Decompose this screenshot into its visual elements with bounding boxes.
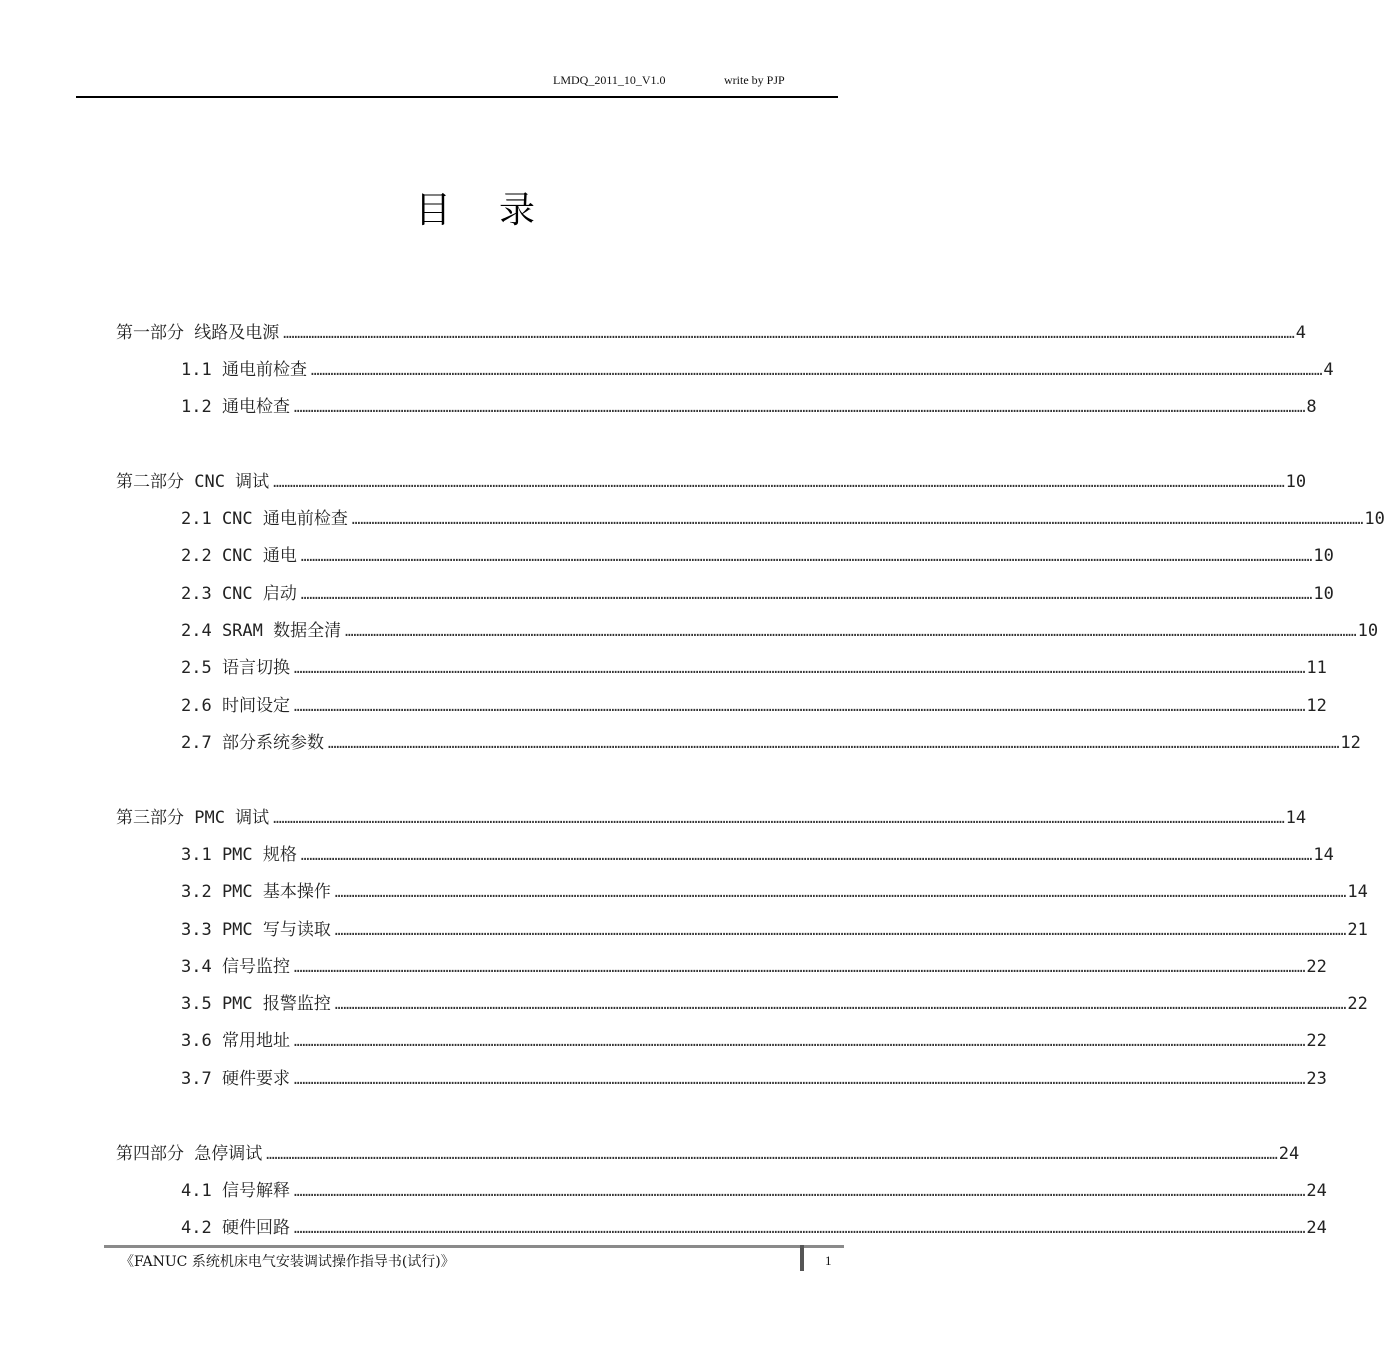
toc-entry-page: 22: [1306, 957, 1327, 977]
toc-part-entry: [116, 803, 1307, 829]
toc-section-entry: [181, 504, 1385, 530]
toc-entry-page: 24: [1278, 1144, 1300, 1164]
toc-leader-dots: ………………………………………………………………………………………………………………………………………………………………………………………………………………………………………………………………………………………………………………………………: [266, 1147, 1278, 1163]
toc-leader-dots: ………………………………………………………………………………………………………………………………………………………………………………………………………………………………………………………………………………………………………………………………: [345, 624, 1357, 640]
toc-leader-dots: ………………………………………………………………………………………………………………………………………………………………………………………………………………………………………………………………………………………………………………………………: [334, 997, 1347, 1013]
toc-section-entry: [181, 392, 1317, 418]
toc-leader-dots: ………………………………………………………………………………………………………………………………………………………………………………………………………………………………………………………………………………………………………………………………: [293, 661, 1306, 677]
toc-leader-dots: ………………………………………………………………………………………………………………………………………………………………………………………………………………………………………………………………………………………………………………………………: [300, 587, 1313, 603]
toc-entry-label: 2.1 CNC 通电前检查: [181, 509, 348, 529]
toc-section-entry: [181, 1026, 1327, 1052]
toc-entry-page: 4: [1295, 323, 1306, 343]
toc-entry-label: 3.3 PMC 写与读取: [181, 920, 331, 940]
toc-entry-page: 21: [1347, 920, 1368, 940]
toc-entry-page: 23: [1306, 1069, 1327, 1089]
toc-part-entry: [116, 467, 1307, 493]
header-rule: [76, 96, 838, 98]
toc-section-entry: [181, 877, 1368, 903]
toc-entry-label: 1.1 通电前检查: [181, 360, 307, 380]
toc-leader-dots: ………………………………………………………………………………………………………………………………………………………………………………………………………………………………………………………………………………………………………………………………: [334, 923, 1347, 939]
footer-title: 《FANUC 系统机床电气安装调试操作指导书(试行)》: [120, 1254, 455, 1270]
footer-page-divider: [800, 1245, 804, 1271]
header-author: write by PJP: [724, 73, 785, 87]
toc-leader-dots: ………………………………………………………………………………………………………………………………………………………………………………………………………………………………………………………………………………………………………………………………: [293, 1184, 1306, 1200]
toc-entry-page: 10: [1364, 509, 1385, 529]
toc-section-entry: [181, 840, 1334, 866]
toc-entry-page: 10: [1357, 621, 1379, 641]
toc-section-entry: [181, 915, 1368, 941]
toc-entry-page: 10: [1313, 546, 1334, 566]
page-title: 目录: [414, 190, 583, 231]
toc-entry-page: 12: [1340, 733, 1361, 753]
toc-entry-page: 10: [1313, 584, 1334, 604]
toc-entry-label: 2.2 CNC 通电: [181, 546, 297, 566]
toc-entry-label: 3.7 硬件要求: [181, 1069, 290, 1089]
toc-entry-page: 22: [1347, 994, 1368, 1014]
toc-entry-label: 2.6 时间设定: [181, 696, 290, 716]
toc-entry-page: 24: [1306, 1181, 1327, 1201]
toc-section-entry: [181, 653, 1327, 679]
toc-leader-dots: ………………………………………………………………………………………………………………………………………………………………………………………………………………………………………………………………………………………………………………………………: [293, 1072, 1306, 1088]
toc-section-entry: [181, 1176, 1327, 1202]
toc-entry-label: 第二部分 CNC 调试: [116, 472, 270, 492]
toc-entry-page: 12: [1306, 696, 1327, 716]
toc-leader-dots: ………………………………………………………………………………………………………………………………………………………………………………………………………………………………………………………………………………………………………………………………: [327, 736, 1340, 752]
toc-entry-label: 4.1 信号解释: [181, 1181, 290, 1201]
toc-entry-page: 24: [1306, 1218, 1327, 1238]
toc-section-entry: [181, 691, 1327, 717]
toc-entry-label: 3.6 常用地址: [181, 1031, 290, 1051]
header-doc-id: LMDQ_2011_10_V1.0: [553, 73, 666, 87]
toc-leader-dots: ………………………………………………………………………………………………………………………………………………………………………………………………………………………………………………………………………………………………………………………………: [334, 885, 1347, 901]
toc-leader-dots: ………………………………………………………………………………………………………………………………………………………………………………………………………………………………………………………………………………………………………………………………: [351, 512, 1364, 528]
toc-section-entry: [181, 989, 1368, 1015]
toc-entry-label: 3.1 PMC 规格: [181, 845, 297, 865]
toc-leader-dots: ………………………………………………………………………………………………………………………………………………………………………………………………………………………………………………………………………………………………………………………………: [293, 1221, 1306, 1237]
toc-leader-dots: ………………………………………………………………………………………………………………………………………………………………………………………………………………………………………………………………………………………………………………………………: [273, 475, 1285, 491]
toc-entry-label: 3.2 PMC 基本操作: [181, 882, 331, 902]
toc-leader-dots: ………………………………………………………………………………………………………………………………………………………………………………………………………………………………………………………………………………………………………………………………: [293, 960, 1306, 976]
toc-leader-dots: ………………………………………………………………………………………………………………………………………………………………………………………………………………………………………………………………………………………………………………………………: [310, 363, 1323, 379]
toc-section-entry: [181, 1213, 1327, 1239]
toc-entry-label: 2.5 语言切换: [181, 658, 290, 678]
toc-entry-page: 14: [1347, 882, 1368, 902]
toc-leader-dots: ………………………………………………………………………………………………………………………………………………………………………………………………………………………………………………………………………………………………………………………………: [293, 1034, 1306, 1050]
toc-section-entry: [181, 541, 1334, 567]
toc-section-entry: [181, 1064, 1327, 1090]
toc-section-entry: [181, 355, 1334, 381]
toc-entry-label: 第一部分 线路及电源: [116, 323, 280, 343]
toc-entry-label: 2.4 SRAM 数据全清: [181, 621, 342, 641]
toc-entry-page: 22: [1306, 1031, 1327, 1051]
toc-leader-dots: ………………………………………………………………………………………………………………………………………………………………………………………………………………………………………………………………………………………………………………………………: [300, 848, 1313, 864]
toc-part-entry: [116, 318, 1306, 344]
toc-leader-dots: ………………………………………………………………………………………………………………………………………………………………………………………………………………………………………………………………………………………………………………………………: [283, 326, 1295, 342]
toc-leader-dots: ………………………………………………………………………………………………………………………………………………………………………………………………………………………………………………………………………………………………………………………………: [273, 811, 1285, 827]
toc-entry-label: 2.3 CNC 启动: [181, 584, 297, 604]
toc-leader-dots: ………………………………………………………………………………………………………………………………………………………………………………………………………………………………………………………………………………………………………………………………: [293, 400, 1306, 416]
toc-entry-label: 3.4 信号监控: [181, 957, 290, 977]
toc-entry-page: 8: [1306, 397, 1317, 417]
toc-entry-page: 11: [1306, 658, 1327, 678]
toc-entry-label: 第三部分 PMC 调试: [116, 808, 270, 828]
toc-section-entry: [181, 952, 1327, 978]
footer-rule: [104, 1245, 844, 1248]
toc-entry-label: 4.2 硬件回路: [181, 1218, 290, 1238]
toc-part-entry: [116, 1139, 1300, 1165]
toc-entry-page: 14: [1313, 845, 1334, 865]
toc-leader-dots: ………………………………………………………………………………………………………………………………………………………………………………………………………………………………………………………………………………………………………………………………: [293, 699, 1306, 715]
toc-section-entry: [181, 616, 1379, 642]
toc-entry-label: 1.2 通电检查: [181, 397, 290, 417]
toc-leader-dots: ………………………………………………………………………………………………………………………………………………………………………………………………………………………………………………………………………………………………………………………………: [300, 549, 1313, 565]
toc-entry-page: 10: [1285, 472, 1307, 492]
toc-entry-page: 4: [1323, 360, 1334, 380]
toc-section-entry: [181, 579, 1334, 605]
toc-entry-page: 14: [1285, 808, 1307, 828]
toc-section-entry: [181, 728, 1361, 754]
toc-entry-label: 2.7 部分系统参数: [181, 733, 324, 753]
toc-entry-label: 3.5 PMC 报警监控: [181, 994, 331, 1014]
footer-page-number: 1: [825, 1253, 832, 1268]
toc-entry-label: 第四部分 急停调试: [116, 1144, 263, 1164]
